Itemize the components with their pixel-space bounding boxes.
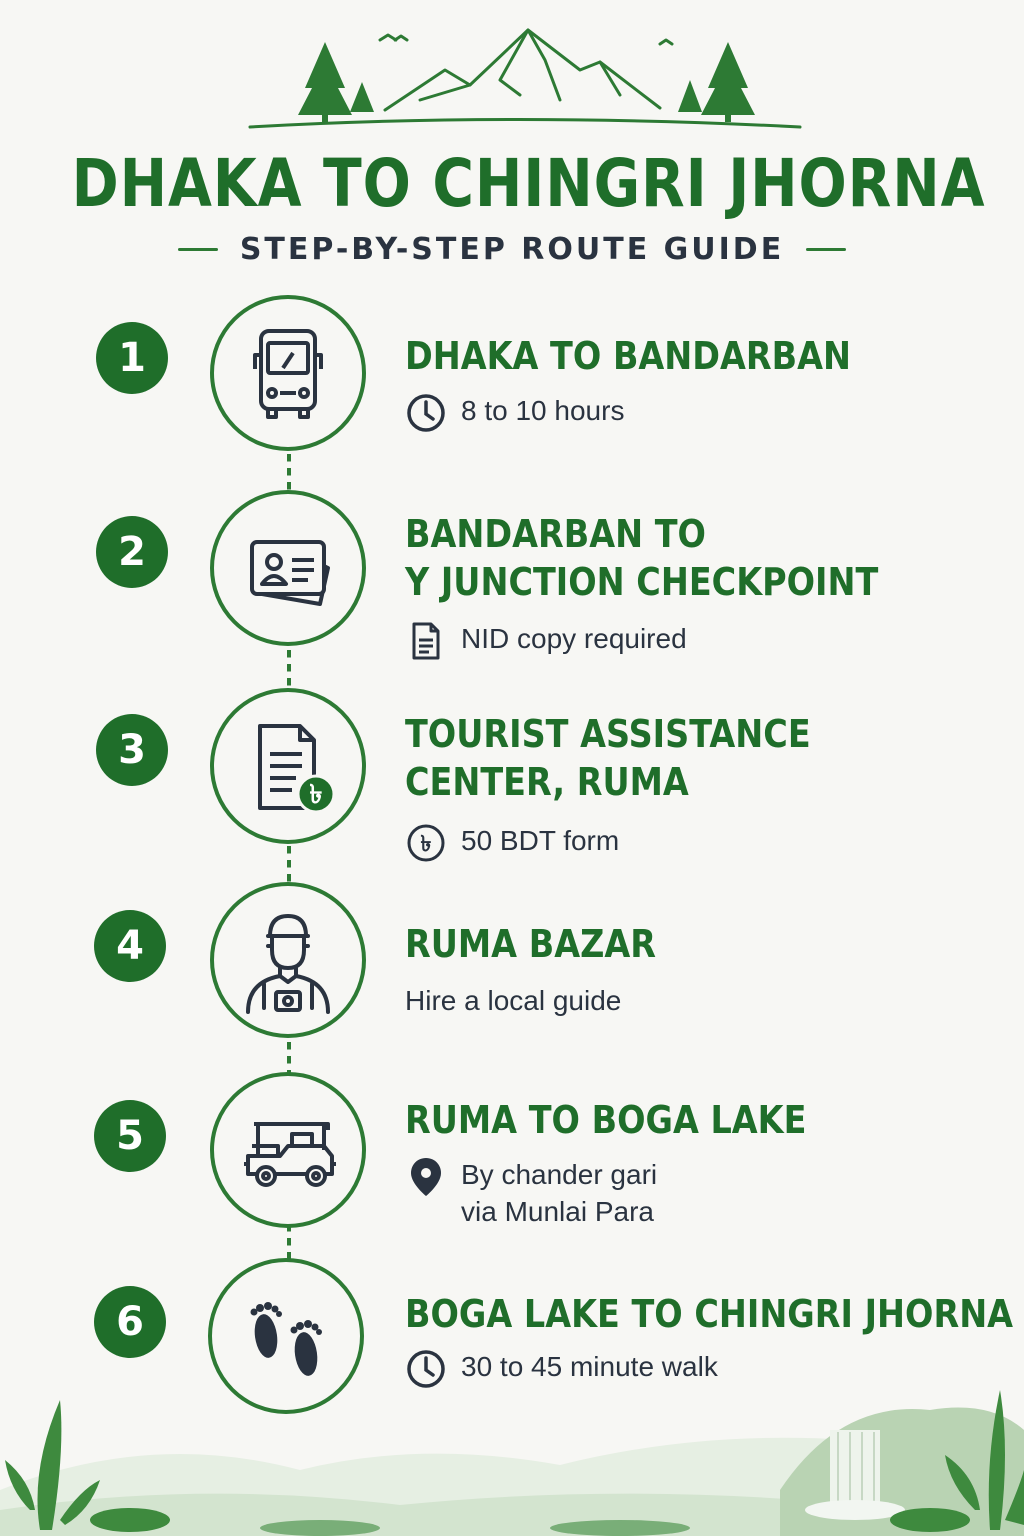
subtitle-rule-right bbox=[806, 248, 846, 251]
map-pin-icon bbox=[405, 1156, 447, 1198]
step-5-title: RUMA TO BOGA LAKE bbox=[405, 1098, 807, 1142]
step-6-number-badge: 6 bbox=[94, 1286, 166, 1358]
step-5-detail-line-2: via Munlai Para bbox=[461, 1196, 654, 1227]
step-3-title-line-1: TOURIST ASSISTANCE bbox=[405, 712, 811, 756]
step-3-detail-text: 50 BDT form bbox=[461, 825, 620, 856]
step-5-text bbox=[405, 1096, 861, 1230]
svg-text:৳: ৳ bbox=[420, 832, 432, 857]
step-3-title-line-2: CENTER, RUMA bbox=[405, 760, 689, 804]
svg-text:৳: ৳ bbox=[309, 780, 323, 810]
step-4-detail-text: Hire a local guide bbox=[405, 985, 622, 1016]
step-6-title: BOGA LAKE TO CHINGRI JHORNA bbox=[405, 1292, 1014, 1336]
step-5-detail bbox=[405, 1156, 861, 1230]
step-1-icon-circle bbox=[210, 295, 366, 451]
step-2-title-line-2: Y JUNCTION CHECKPOINT bbox=[405, 560, 879, 604]
step-1-title: DHAKA TO BANDARBAN bbox=[405, 334, 852, 378]
step-2-icon-circle bbox=[210, 490, 366, 646]
clock-icon bbox=[405, 392, 447, 434]
step-3-detail bbox=[405, 822, 866, 864]
step-1-detail-text: 8 to 10 hours bbox=[461, 395, 625, 426]
guide-person-icon bbox=[228, 900, 348, 1020]
step-4-detail bbox=[405, 982, 690, 1019]
subtitle-row bbox=[0, 232, 1024, 267]
step-1-text bbox=[405, 332, 912, 434]
step-3-number-badge: 3 bbox=[96, 714, 168, 786]
step-4-title: RUMA BAZAR bbox=[405, 922, 656, 966]
id-card-icon bbox=[228, 508, 348, 628]
document-icon bbox=[405, 620, 447, 662]
step-5-number-badge: 5 bbox=[94, 1100, 166, 1172]
step-3-icon-circle bbox=[210, 688, 366, 844]
form-taka-icon bbox=[228, 706, 348, 826]
subtitle-rule-left bbox=[178, 248, 218, 251]
step-2-detail-text: NID copy required bbox=[461, 623, 687, 654]
jeep-icon bbox=[228, 1090, 348, 1210]
step-2-title-line-1: BANDARBAN TO bbox=[405, 512, 706, 556]
step-6-detail-text: 30 to 45 minute walk bbox=[461, 1351, 718, 1382]
step-1-number-badge: 1 bbox=[96, 322, 168, 394]
page-title: DHAKA TO CHINGRI JHORNA bbox=[71, 145, 986, 222]
step-1-detail bbox=[405, 392, 912, 434]
page-subtitle: STEP-BY-STEP ROUTE GUIDE bbox=[239, 232, 785, 267]
step-5-detail-text bbox=[461, 1156, 657, 1230]
step-5-detail-line-1: By chander gari bbox=[461, 1159, 658, 1190]
step-5-icon-circle bbox=[210, 1072, 366, 1228]
step-4-text bbox=[405, 920, 690, 1019]
step-2-text bbox=[405, 510, 943, 662]
step-4-number-badge: 4 bbox=[94, 910, 166, 982]
step-2-number-badge: 2 bbox=[96, 516, 168, 588]
step-4-icon-circle bbox=[210, 882, 366, 1038]
taka-coin-icon bbox=[405, 822, 447, 864]
bus-icon bbox=[228, 313, 348, 433]
landscape-footer-illustration bbox=[0, 1370, 1024, 1536]
step-3-text bbox=[405, 710, 866, 864]
mountain-header-illustration bbox=[0, 0, 1024, 150]
step-2-detail bbox=[405, 620, 943, 662]
